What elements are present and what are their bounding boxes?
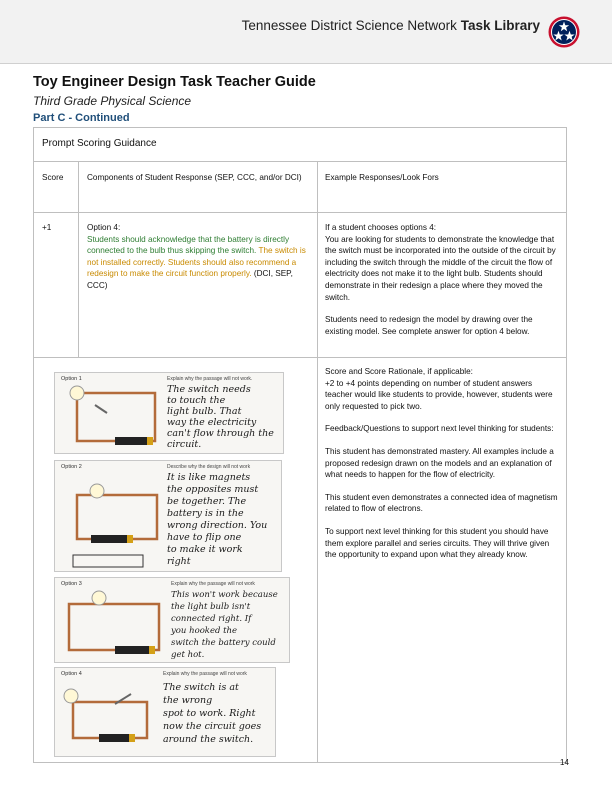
panel-caption: Describe why the design will not work [167, 464, 251, 470]
score-rationale-text: Score and Score Rationale, if applicable: +2 to +4 points depending on number of student answers teacher would like students to provide, however, students were only requested to pick two. Feedback/Questions to support next level thinking for students: This student has demonstrated mastery. All examples include a proposed redesign drawn on the models and an explanation of what needs to happen for the flow of electricity. This student even demonstrates a connected idea of magnetism related to flow of electrons. To support next level thinking for this student you should have them explore parallel and series circuits. They will thrive given the opportunity to expand upon what they already know. [325, 367, 558, 560]
column-header-score: Score [42, 173, 64, 182]
table-divider [34, 212, 566, 213]
handwritten-answer: The switch is at the wrong spot to work. Right now the circuit goes around the switch. [163, 682, 262, 745]
example-responses-text: If a student chooses options 4: You are looking for students to demonstrate the knowledge that the switch must be incorporated into the outside of the circuit by including the switch through the middle of the circuit the flow of electricity does not make it to the light bulb. Students should demonstrate in their redesign a place where they moved the switch. Students need to redesign the model by drawing over the existing model. See complete answer for option 4 below. [325, 223, 556, 336]
part-label: Part C - Continued [33, 112, 130, 124]
panel-caption: Explain why the passage will not work [163, 671, 247, 677]
table-divider [34, 357, 566, 358]
handwritten-answer: This won't work because the light bulb isn't connected right. If you hooked the switch the battery could get hot. [171, 590, 278, 660]
panel-caption: Explain why the passage will not work. [167, 376, 253, 382]
panel-label: Option 3 [61, 581, 82, 587]
page-number: 14 [560, 758, 569, 767]
handwritten-answer: It is like magnets the opposites must be together. The battery is in the wrong direction. You have to flip one to make it work right [167, 472, 268, 567]
student-work-panel-option-4 [54, 667, 276, 757]
student-work-panel-option-1 [54, 372, 284, 454]
student-work-panel-option-2 [54, 460, 282, 572]
document-subtitle: Third Grade Physical Science [33, 94, 192, 108]
table-divider [317, 162, 318, 762]
table-heading: Prompt Scoring Guidance [34, 128, 566, 162]
column-header-components: Components of Student Response (SEP, CCC, and/or DCI) [87, 173, 302, 182]
column-header-examples: Example Responses/Look Fors [325, 173, 439, 182]
header-title: Tennessee District Science Network Task Library [241, 18, 540, 33]
table-divider [78, 162, 79, 357]
components-text: Option 4: Students should acknowledge that the battery is directly connected to the bulb thus skipping the switch. The switch is not installed correctly. Students should also recommend a redesign to make the circuit function properly. (DCI, SEP, CCC) [87, 223, 306, 290]
panel-label: Option 4 [61, 671, 82, 677]
score-value: +1 [42, 223, 52, 232]
panel-label: Option 2 [61, 464, 82, 470]
panel-caption: Explain why the passage will not work [171, 581, 255, 587]
document-title: Toy Engineer Design Task Teacher Guide [33, 74, 316, 90]
handwritten-answer: The switch needs to touch the light bulb. That way the electricity can't flow through the circuit. [167, 384, 274, 450]
student-work-panel-option-3 [54, 577, 290, 663]
panel-label: Option 1 [61, 376, 82, 382]
tennessee-tri-star-logo-icon [548, 16, 580, 48]
header-band [0, 0, 612, 64]
